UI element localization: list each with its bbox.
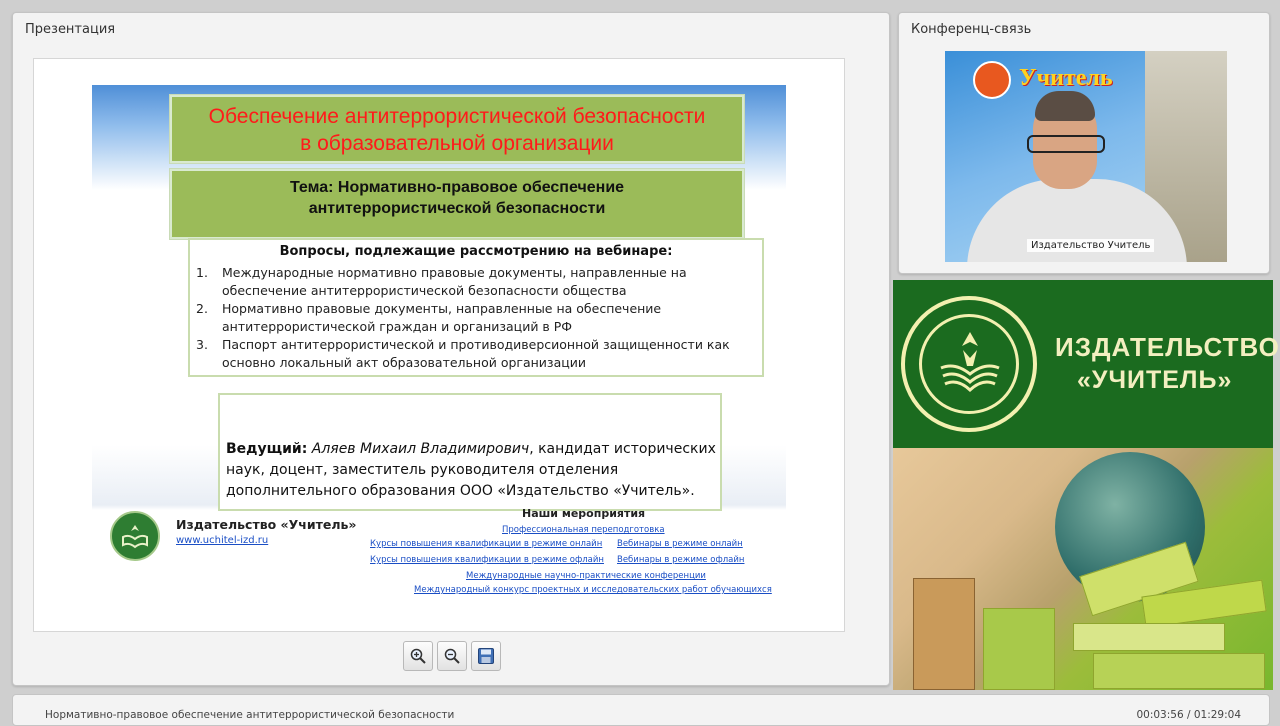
brand-name-line-1: ИЗДАТЕЛЬСТВО — [1055, 332, 1280, 362]
question-item — [196, 300, 756, 336]
questions-list — [196, 264, 756, 372]
slide-title-box — [170, 95, 744, 163]
publisher-name: Издательство «Учитель» — [176, 517, 357, 532]
host-label: Ведущий: — [226, 441, 308, 457]
question-number: 1. — [196, 265, 208, 280]
slide-toolbar — [403, 641, 501, 669]
brand-banner — [893, 280, 1280, 448]
slide — [92, 85, 786, 605]
zoom-in-icon — [409, 647, 427, 665]
books-image — [893, 448, 1273, 690]
question-number: 2. — [196, 301, 208, 316]
slide-theme-line-1: Тема: Нормативно-правовое обеспечение — [289, 179, 625, 196]
host-description — [226, 439, 716, 502]
question-item — [196, 336, 756, 372]
event-link-webinars-offline[interactable]: Вебинары в режиме офлайн — [617, 555, 745, 565]
save-button[interactable] — [471, 641, 501, 671]
book-illustration — [1073, 623, 1225, 651]
brand-name-line-2: «УЧИТЕЛЬ» — [1077, 366, 1233, 394]
event-link-contest[interactable]: Международный конкурс проектных и исследовательских работ обучающихся — [414, 585, 772, 595]
question-number: 3. — [196, 337, 208, 352]
speaker-glasses — [1027, 135, 1105, 153]
book-illustration — [913, 578, 975, 690]
book-logo-icon — [120, 521, 150, 551]
brand-logo — [901, 296, 1037, 432]
zoom-in-button[interactable] — [403, 641, 433, 671]
status-bar — [12, 694, 1270, 726]
question-text: Нормативно правовые документы, направленные на обеспечение антитеррористической граждан и организаций в РФ — [222, 301, 662, 334]
events-title: Наши мероприятия — [522, 507, 646, 520]
event-link-retraining[interactable]: Профессиональная переподготовка — [502, 525, 665, 535]
event-link-courses-online[interactable]: Курсы повышения квалификации в режиме онлайн — [370, 539, 603, 549]
event-link-webinars-online[interactable]: Вебинары в режиме онлайн — [617, 539, 743, 549]
webcam-video[interactable] — [945, 51, 1227, 262]
conference-panel — [898, 12, 1270, 274]
event-link-conferences[interactable]: Международные научно-практические конференции — [466, 571, 706, 581]
save-icon — [477, 647, 495, 665]
playback-time: 00:03:56 / 01:29:04 — [1136, 709, 1241, 721]
presentation-panel-title: Презентация — [25, 22, 116, 37]
video-participant-label: Издательство Учитель — [1027, 239, 1154, 252]
poster-word: Учитель — [1019, 65, 1113, 91]
host-box — [218, 393, 722, 511]
slide-title-line-1: Обеспечение антитеррористической безопасности — [208, 105, 706, 128]
presentation-title-status: Нормативно-правовое обеспечение антитеррористической безопасности — [45, 709, 455, 721]
conference-panel-title: Конференц-связь — [911, 22, 1032, 37]
open-book-icon — [935, 328, 1005, 398]
questions-box — [188, 238, 764, 377]
book-illustration — [983, 608, 1055, 690]
event-link-courses-offline[interactable]: Курсы повышения квалификации в режиме офлайн — [370, 555, 604, 565]
zoom-out-button[interactable] — [437, 641, 467, 671]
book-illustration — [1093, 653, 1265, 689]
publisher-logo — [110, 511, 160, 561]
question-item — [196, 264, 756, 300]
zoom-out-icon — [443, 647, 461, 665]
slide-title-line-2: в образовательной организации — [300, 132, 614, 155]
slide-theme-box — [170, 169, 744, 239]
presentation-panel — [12, 12, 890, 686]
question-text: Международные нормативно правовые документы, направленные на обеспечение антитеррористической безопасности общества — [222, 265, 687, 298]
poster-logo-icon — [973, 61, 1011, 99]
publisher-url-link[interactable]: www.uchitel-izd.ru — [176, 535, 269, 546]
host-name: Аляев Михаил Владимирович — [311, 441, 530, 457]
slide-title — [172, 103, 742, 157]
questions-heading: Вопросы, подлежащие рассмотрению на вебинаре: — [279, 244, 673, 259]
slide-theme-line-2: антитеррористической безопасности — [308, 200, 606, 217]
host-details: , кандидат исторических наук, доцент, заместитель руководителя отделения дополнительного образования ООО «Издательство «Учитель». — [226, 441, 716, 499]
speaker-hair — [1035, 91, 1095, 121]
slide-frame — [33, 58, 845, 632]
question-text: Паспорт антитеррористической и противодиверсионной защищенности как основно локальный акт образовательной организации — [222, 337, 730, 370]
slide-theme — [172, 177, 742, 219]
